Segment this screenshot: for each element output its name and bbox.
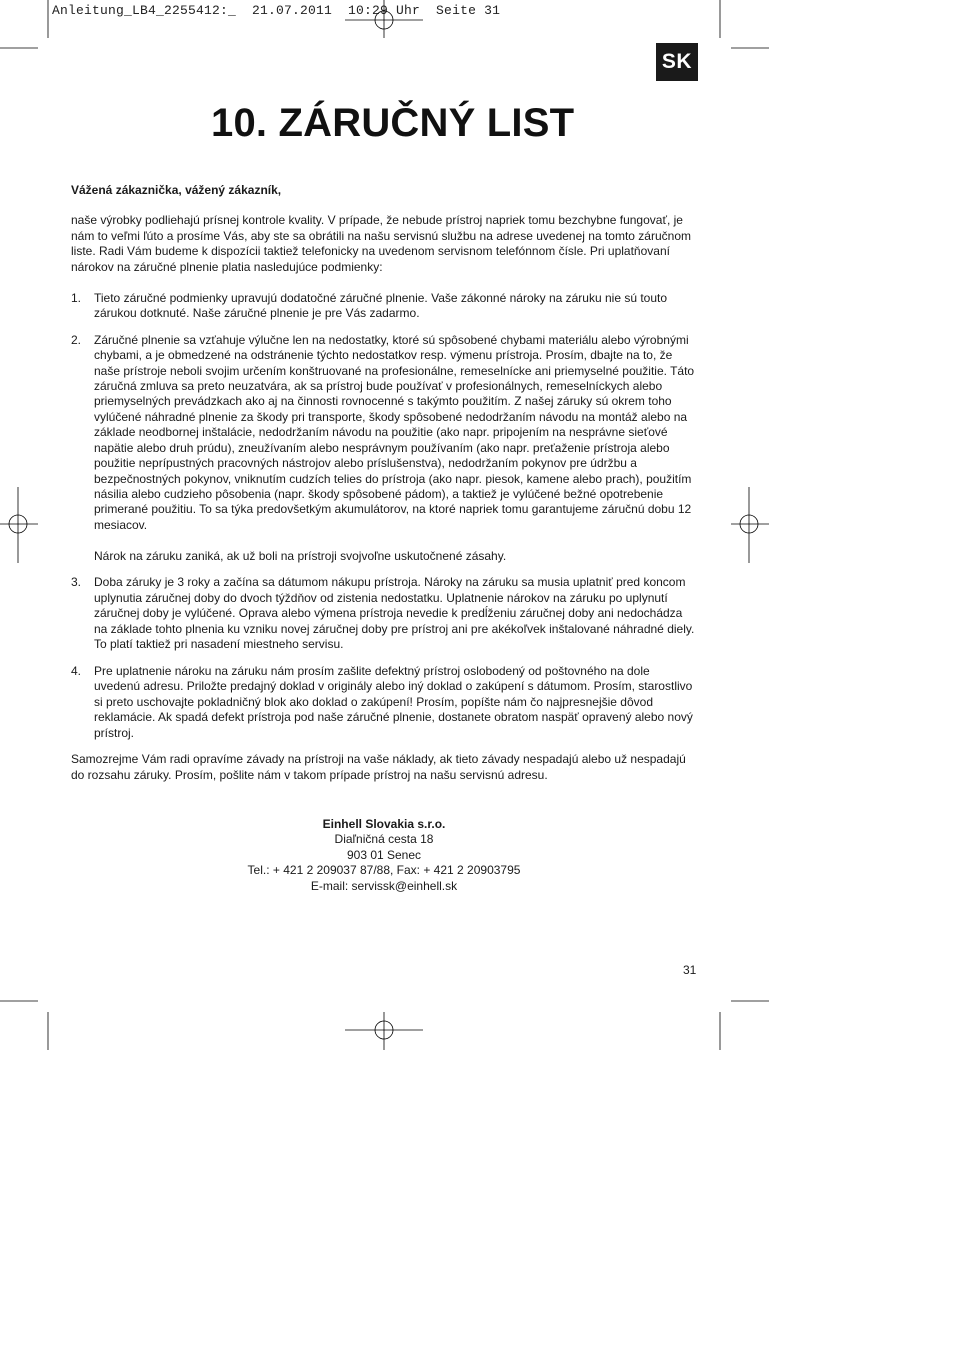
condition-text: Záručné plnenie sa vzťahuje výlučne len na nedostatky, ktoré sú spôsobené chybami materiálu alebo výrobnými chybami, a je obmedzené na odstránenie týchto nedostatkov resp. výmenu prístroja. Prosím, dbajte na to, že naše prístroje neboli svojim určením konštruované na profesionálne, remeselnícke ani priemyselné použitie. Táto záručná zmluva sa preto neuzatvára, ak sa prístroj bude používať v profesionálnych, remeselníckych alebo priemyselných prevádzkach ako aj na činnosti rovnocenné s takýmto použitím. Z našej záruky sú okrem toho vylúčené náhradné plnenie za škody pri transporte, škody spôsobené nedodržaním návodu na montáž alebo na základe neodbornej inštalácie, nedodržaním návodu na použitie (ako napr. pripojením na nesprávne sieťové napätie alebo druh prúdu), zneužívaním alebo nesprávnym používaním (ako napr. preťaženie prístroja alebo použitie neprípustných pracovných nástrojov alebo príslušenstva), nedodržaním pokynov pre údržbu a bezpečnostných pokynov, vniknutím cudzích telies do prístroja (ako napr. piesok, kamene alebo prach), použitím násilia alebo cudzieho pôsobenia (napr. škody spôsobené pádom), a taktiež je vylúčené bežné opotrebenie primerané použitiu. To sa týka predovšetkým akumulátorov, na ktoré napriek tomu garantujeme záručnú dobu 12 mesiacov.: [94, 332, 695, 532]
conditions-list: [71, 291, 699, 741]
condition-number: 1.: [71, 290, 82, 305]
address-phone: Tel.: + 421 2 209037 87/88, Fax: + 421 2 20903795: [247, 863, 521, 878]
condition-text: Doba záruky je 3 roky a začína sa dátumom nákupu prístroja. Nároky na záruku sa musia uplatniť pred koncom uplynutia záručnej doby do dvoch týždňov od zistenia nedostatku. Uplatnenie nárokov na záruku po uplynutí záručnej doby je vylúčené. Oprava alebo výmena prístroja nevedie k predĺženiu záručnej doby ani nedochádza na základe tohto plnenia ku vzniku novej záručnej doby pre prístroj ani pre akékoľvek inštalované náhradné diely. To platí taktiež pri nasadení miestneho servisu.: [94, 575, 695, 652]
print-slug-header: Anleitung_LB4_2255412:_ 21.07.2011 10:29 Uhr Seite 31: [52, 3, 501, 18]
page-number: 31: [683, 963, 697, 977]
condition-item: [71, 333, 699, 564]
company-name: Einhell Slovakia s.r.o.: [322, 817, 446, 831]
address-street: Diaľničná cesta 18: [334, 832, 434, 847]
service-address: [184, 817, 584, 894]
condition-item: [71, 291, 699, 322]
condition-number: 2.: [71, 332, 82, 347]
registration-mark-bottom: [345, 1012, 423, 1050]
condition-text: Pre uplatnenie nároku na záruku nám prosím zašlite defektný prístroj oslobodený od poštovného na dole uvedenú adresu. Priložte predajný doklad v originály alebo iný doklad o zakúpení s dátumom. Prosím, starostlivo si preto uschovajte pokladničný blok ako doklad o zakúpení! Prosím, popíšte nám čo najpresnejšie dôvod reklamácie. Ak spadá defekt prístroja pod naše záručné plnenie, dostanete obratom naspäť opravený alebo nový prístroj.: [94, 663, 693, 740]
registration-mark-right: [731, 487, 769, 563]
condition-item: [71, 575, 699, 652]
warranty-body: [71, 183, 699, 783]
registration-mark-left: [0, 487, 38, 563]
registration-mark-top: [345, 0, 423, 38]
language-badge: SK: [656, 43, 698, 81]
address-email: E-mail: servissk@einhell.sk: [310, 878, 458, 893]
intro-paragraph: naše výrobky podliehajú prísnej kontrole kvality. V prípade, že nebude prístroj napriek tomu bezchybne fungovať, je nám to veľmi ľúto a prosíme Vás, aby ste sa obrátili na našu servisnú službu na adrese uvedenej na tomto záručnom liste. Radi Vám budeme k dispozícii taktiež telefonicky na uvedenom servisnom telefónnom čísle. Pri uplatňovaní nárokov na záručné plnenie platia nasledujúce podmienky:: [71, 213, 691, 274]
address-city: 903 01 Senec: [346, 847, 422, 862]
condition-number: 4.: [71, 663, 82, 678]
salutation: Vážená zákaznička, vážený zákazník,: [71, 183, 282, 197]
page-title: 10. ZÁRUČNÝ LIST: [211, 101, 575, 145]
condition-number: 3.: [71, 575, 82, 590]
condition-item: [71, 664, 699, 741]
condition-extra-text: Nárok na záruku zaniká, ak už boli na prístroji svojvoľne uskutočnené zásahy.: [94, 548, 507, 563]
closing-paragraph: Samozrejme Vám radi opravíme závady na prístroji na vaše náklady, ak tieto závady nespadajú alebo už nespadajú do rozsahu záruky. Prosím, pošlite nám v takom prípade prístroj na našu servisnú adresu.: [71, 752, 686, 782]
condition-text: Tieto záručné podmienky upravujú dodatočné záručné plnenie. Vaše zákonné nároky na záruku nie sú touto zárukou dotknuté. Naše záručné plnenie je pre Vás zadarmo.: [94, 290, 668, 320]
